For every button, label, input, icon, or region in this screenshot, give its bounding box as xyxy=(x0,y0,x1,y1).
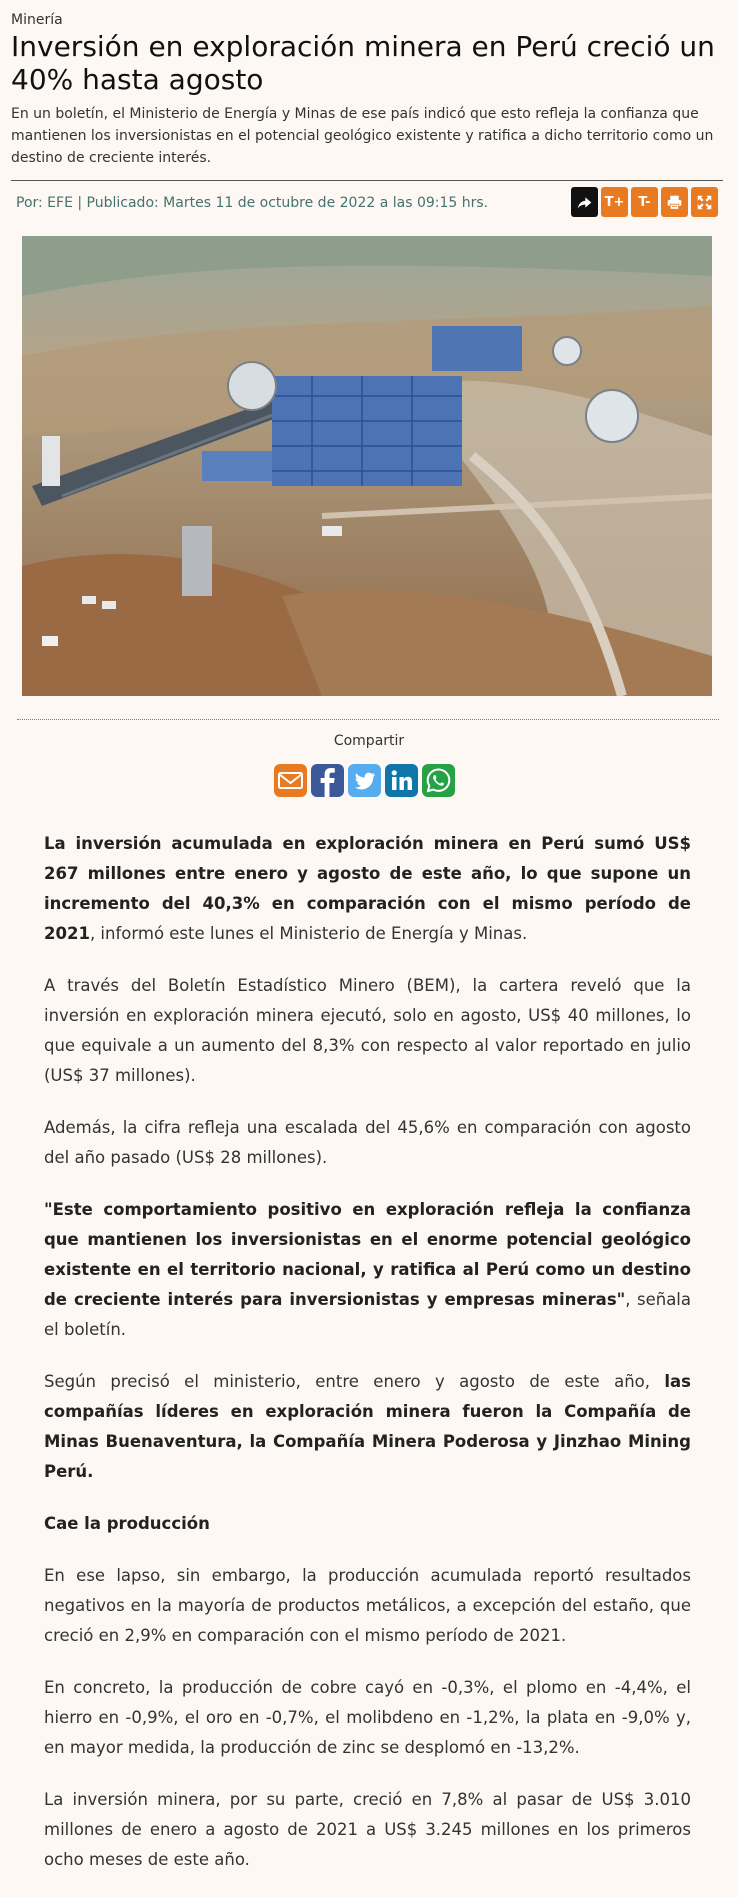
linkedin-icon xyxy=(385,764,418,797)
share-whatsapp-button[interactable] xyxy=(422,764,455,797)
print-icon xyxy=(666,194,683,211)
paragraph: La inversión minera, por su parte, creció en 7,8% al pasar de US$ 3.010 millones de enero a agosto de 2021 a US$ 3.245 millones en los primeros ocho meses de este año. xyxy=(44,1790,691,1869)
fullscreen-button[interactable] xyxy=(691,187,718,217)
paragraph xyxy=(44,1367,691,1487)
share-buttons xyxy=(274,764,455,797)
paragraph-bold: las compañías líderes en exploración minera fueron la Compañía de Minas Buenaventura, la Compañía Minera Poderosa y Jinzhao Mining Perú. xyxy=(44,1372,691,1481)
paragraph: Además, la cifra refleja una escalada del 45,6% en comparación con agosto del año pasado (US$ 28 millones). xyxy=(44,1118,691,1167)
article-summary: En un boletín, el Ministerio de Energía y Minas de ese país indicó que esto refleja la confianza que mantienen los inversionistas en el potencial geológico existente y ratifica a dicho territorio como un destino de creciente interés. xyxy=(11,106,714,166)
subheading-text: Cae la producción xyxy=(44,1514,210,1533)
share-label: Compartir xyxy=(333,733,405,749)
article-title: Inversión en exploración minera en Perú creció un 40% hasta agosto xyxy=(11,30,715,96)
paragraph-text: , informó este lunes el Ministerio de Energía y Minas. xyxy=(89,924,528,943)
share-arrow-icon xyxy=(576,194,593,211)
whatsapp-icon xyxy=(422,764,455,797)
paragraph: A través del Boletín Estadístico Minero (BEM), la cartera reveló que la inversión en exploración minera ejecutó, solo en agosto, US$ 40 millones, lo que equivale a un aumento del 8,3% con respecto al valor reportado en julio (US$ 37 millones). xyxy=(44,976,691,1085)
share-facebook-button[interactable] xyxy=(311,764,344,797)
facebook-icon xyxy=(311,764,344,797)
share-linkedin-button[interactable] xyxy=(385,764,418,797)
article-photo xyxy=(22,236,712,696)
font-decrease-button[interactable]: T- xyxy=(631,187,658,217)
divider-dotted xyxy=(17,719,719,720)
article-body xyxy=(44,829,691,1897)
share-button[interactable] xyxy=(571,187,598,217)
section-subheading xyxy=(44,1509,691,1539)
byline: Por: EFE | Publicado: Martes 11 de octubre de 2022 a las 09:15 hrs. xyxy=(16,195,489,211)
divider xyxy=(11,180,723,181)
quote-bold: "Este comportamiento positivo en exploración refleja la confianza que mantienen los inversionistas en el enorme potencial geológico existente en el territorio nacional, y ratifica al Perú como un destino de creciente interés para inversionistas y empresas mineras" xyxy=(44,1200,691,1309)
mine-aerial-photo xyxy=(22,236,712,696)
paragraph xyxy=(44,829,691,949)
article-toolbar xyxy=(571,187,718,217)
email-icon xyxy=(274,764,307,797)
twitter-icon xyxy=(348,764,381,797)
share-email-button[interactable] xyxy=(274,764,307,797)
print-button[interactable] xyxy=(661,187,688,217)
paragraph: En concreto, la producción de cobre cayó en -0,3%, el plomo en -4,4%, el hierro en -0,9%, el oro en -0,7%, el molibdeno en -1,2%, la plata en -9,0% y, en mayor medida, la producción de zinc se desplomó en -13,2%. xyxy=(44,1678,691,1757)
paragraph: En ese lapso, sin embargo, la producción acumulada reportó resultados negativos en la mayoría de productos metálicos, a excepción del estaño, que creció en 2,9% en comparación con el mismo período de 2021. xyxy=(44,1566,691,1645)
paragraph xyxy=(44,1195,691,1345)
paragraph-bold: La inversión acumulada en exploración minera en Perú sumó US$ 267 millones entre enero y agosto de este año, lo que supone un incremento del 40,3% en comparación con el mismo período de 2021 xyxy=(44,834,691,943)
fullscreen-icon xyxy=(696,194,713,211)
paragraph-text: Según precisó el ministerio, entre enero y agosto de este año, xyxy=(44,1372,665,1391)
category-label[interactable]: Minería xyxy=(11,12,63,28)
font-increase-button[interactable]: T+ xyxy=(601,187,628,217)
share-twitter-button[interactable] xyxy=(348,764,381,797)
paragraph-text: , señala el boletín. xyxy=(44,1290,691,1339)
